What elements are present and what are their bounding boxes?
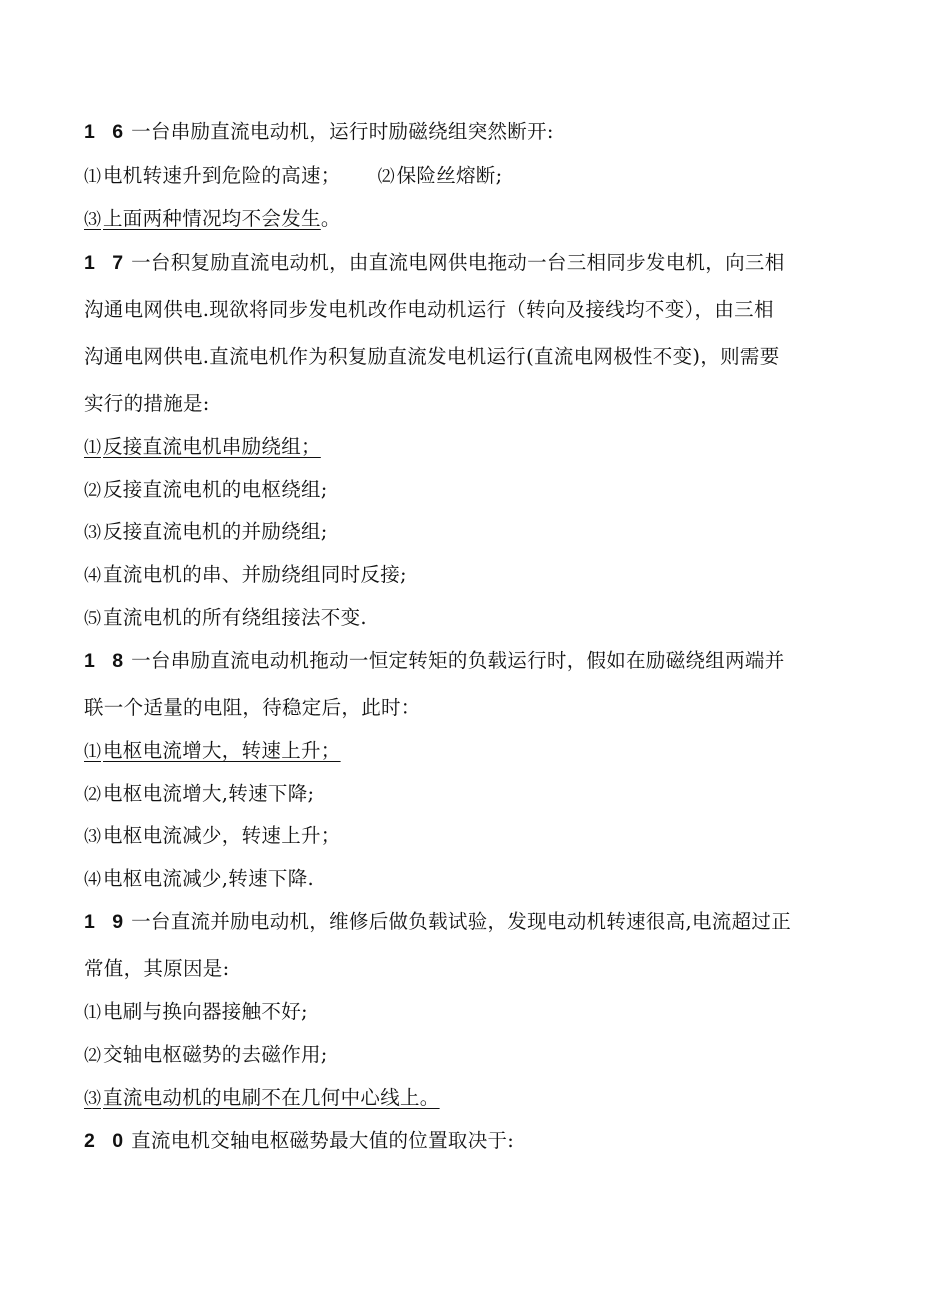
- q18-opt1-text: 电枢电流增大，转速上升；: [103, 739, 341, 762]
- q17-opt3: [84, 519, 328, 546]
- q17-stem-line2: [84, 297, 774, 323]
- q18-stem-text-2: 联一个适量的电阻，待稳定后，此时：: [84, 696, 421, 719]
- q18-stem-text-1: 一台串励直流电动机拖动一恒定转矩的负载运行时，假如在励磁绕组两端并: [131, 649, 785, 672]
- q20-stem-text: 直流电机交轴电枢磁势最大值的位置取决于:: [131, 1129, 515, 1152]
- q19-opt2: [84, 1042, 328, 1069]
- q17-opt3-number: ⑶: [84, 523, 101, 543]
- q16-opt1-number: ⑴: [84, 167, 101, 187]
- q17-stem-text-3: 沟通电网供电.直流电机作为积复励直流发电机运行(直流电网极性不变)，则需要: [84, 345, 780, 368]
- q17-opt5-text: 直流电机的所有绕组接法不变.: [103, 606, 367, 629]
- q19-opt1: [84, 999, 308, 1026]
- q17-opt1: [84, 434, 343, 461]
- q20-number: 2 0: [84, 1130, 130, 1152]
- q16-stem: [84, 119, 554, 145]
- q18-number: 1 8: [84, 650, 130, 672]
- q18-opt2-number: ⑵: [84, 785, 101, 805]
- q17-stem-text-4: 实行的措施是:: [84, 392, 210, 415]
- q19-stem-line1: [84, 909, 791, 935]
- q19-opt1-number: ⑴: [84, 1003, 101, 1023]
- q17-stem-line4: [84, 391, 210, 417]
- q18-opt2-text: 电枢电流增大,转速下降;: [103, 782, 315, 805]
- q16-opt3-number: ⑶: [84, 210, 101, 230]
- q18-opt4-text: 电枢电流减少,转速下降.: [103, 867, 314, 890]
- q17-opt5: [84, 605, 367, 632]
- q16-number: 1 6: [84, 121, 130, 143]
- q19-opt3-answer: [84, 1086, 462, 1109]
- q16-opt2-number: ⑵: [377, 167, 395, 187]
- q17-stem-line3: [84, 344, 780, 370]
- q17-opt2-number: ⑵: [84, 481, 101, 501]
- q16-opt1-text: 电机转速升到危险的高速；: [103, 164, 341, 187]
- q19-stem-text-1: 一台直流并励电动机，维修后做负载试验，发现电动机转速很高,电流超过正: [131, 910, 792, 933]
- q16-options-row: [84, 163, 502, 190]
- q18-stem-line2: [84, 695, 421, 721]
- q17-stem-line1: [84, 250, 785, 276]
- q19-stem-text-2: 常值，其原因是:: [84, 957, 230, 980]
- q19-opt3-number: ⑶: [84, 1089, 101, 1109]
- q17-opt1-answer: [84, 435, 343, 458]
- q18-opt3: [84, 823, 341, 850]
- q18-opt1-answer: [84, 739, 363, 762]
- q18-opt1: [84, 738, 363, 765]
- q17-opt4-number: ⑷: [84, 566, 101, 586]
- q17-stem-text-2: 沟通电网供电.现欲将同步发电机改作电动机运行（转向及接线均不变），由三相: [84, 298, 774, 321]
- q18-opt4-number: ⑷: [84, 870, 101, 890]
- q16-opt3-end: 。: [320, 207, 341, 230]
- q16-opt3-answer: [84, 207, 321, 230]
- q17-opt5-number: ⑸: [84, 609, 101, 629]
- q18-opt4: [84, 866, 314, 893]
- q18-opt3-number: ⑶: [84, 827, 101, 847]
- q18-stem-line1: [84, 648, 785, 674]
- q18-opt2: [84, 781, 314, 808]
- q19-opt2-text: 交轴电枢磁势的去磁作用;: [103, 1043, 328, 1066]
- q18-opt3-text: 电枢电流减少，转速上升；: [103, 824, 341, 847]
- q17-opt1-text: 反接直流电机串励绕组；: [103, 435, 321, 458]
- q17-opt2-text: 反接直流电机的电枢绕组;: [103, 478, 328, 501]
- q17-stem-text-1: 一台积复励直流电动机，由直流电网供电拖动一台三相同步发电机，向三相: [131, 251, 785, 274]
- q19-number: 1 9: [84, 911, 130, 933]
- q16-stem-text: 一台串励直流电动机，运行时励磁绕组突然断开:: [131, 120, 554, 143]
- q20-stem: [84, 1128, 514, 1154]
- q19-opt3-text: 直流电动机的电刷不在几何中心线上。: [103, 1086, 440, 1109]
- q17-opt4-text: 直流电机的串、并励绕组同时反接;: [103, 563, 407, 586]
- q16-opt3-text: 上面两种情况均不会发生: [103, 207, 321, 230]
- q18-opt1-number: ⑴: [84, 742, 101, 762]
- q17-opt1-number: ⑴: [84, 438, 101, 458]
- q17-opt4: [84, 562, 407, 589]
- q16-opt2-text: 保险丝熔断;: [396, 164, 503, 187]
- q17-opt2: [84, 477, 328, 504]
- q17-number: 1 7: [84, 252, 130, 274]
- q17-opt3-text: 反接直流电机的并励绕组;: [103, 520, 328, 543]
- q19-opt2-number: ⑵: [84, 1046, 101, 1066]
- q19-stem-line2: [84, 956, 229, 982]
- q19-opt3: [84, 1085, 462, 1112]
- q19-opt1-text: 电刷与换向器接触不好;: [103, 1000, 308, 1023]
- q16-opt3: [84, 206, 341, 233]
